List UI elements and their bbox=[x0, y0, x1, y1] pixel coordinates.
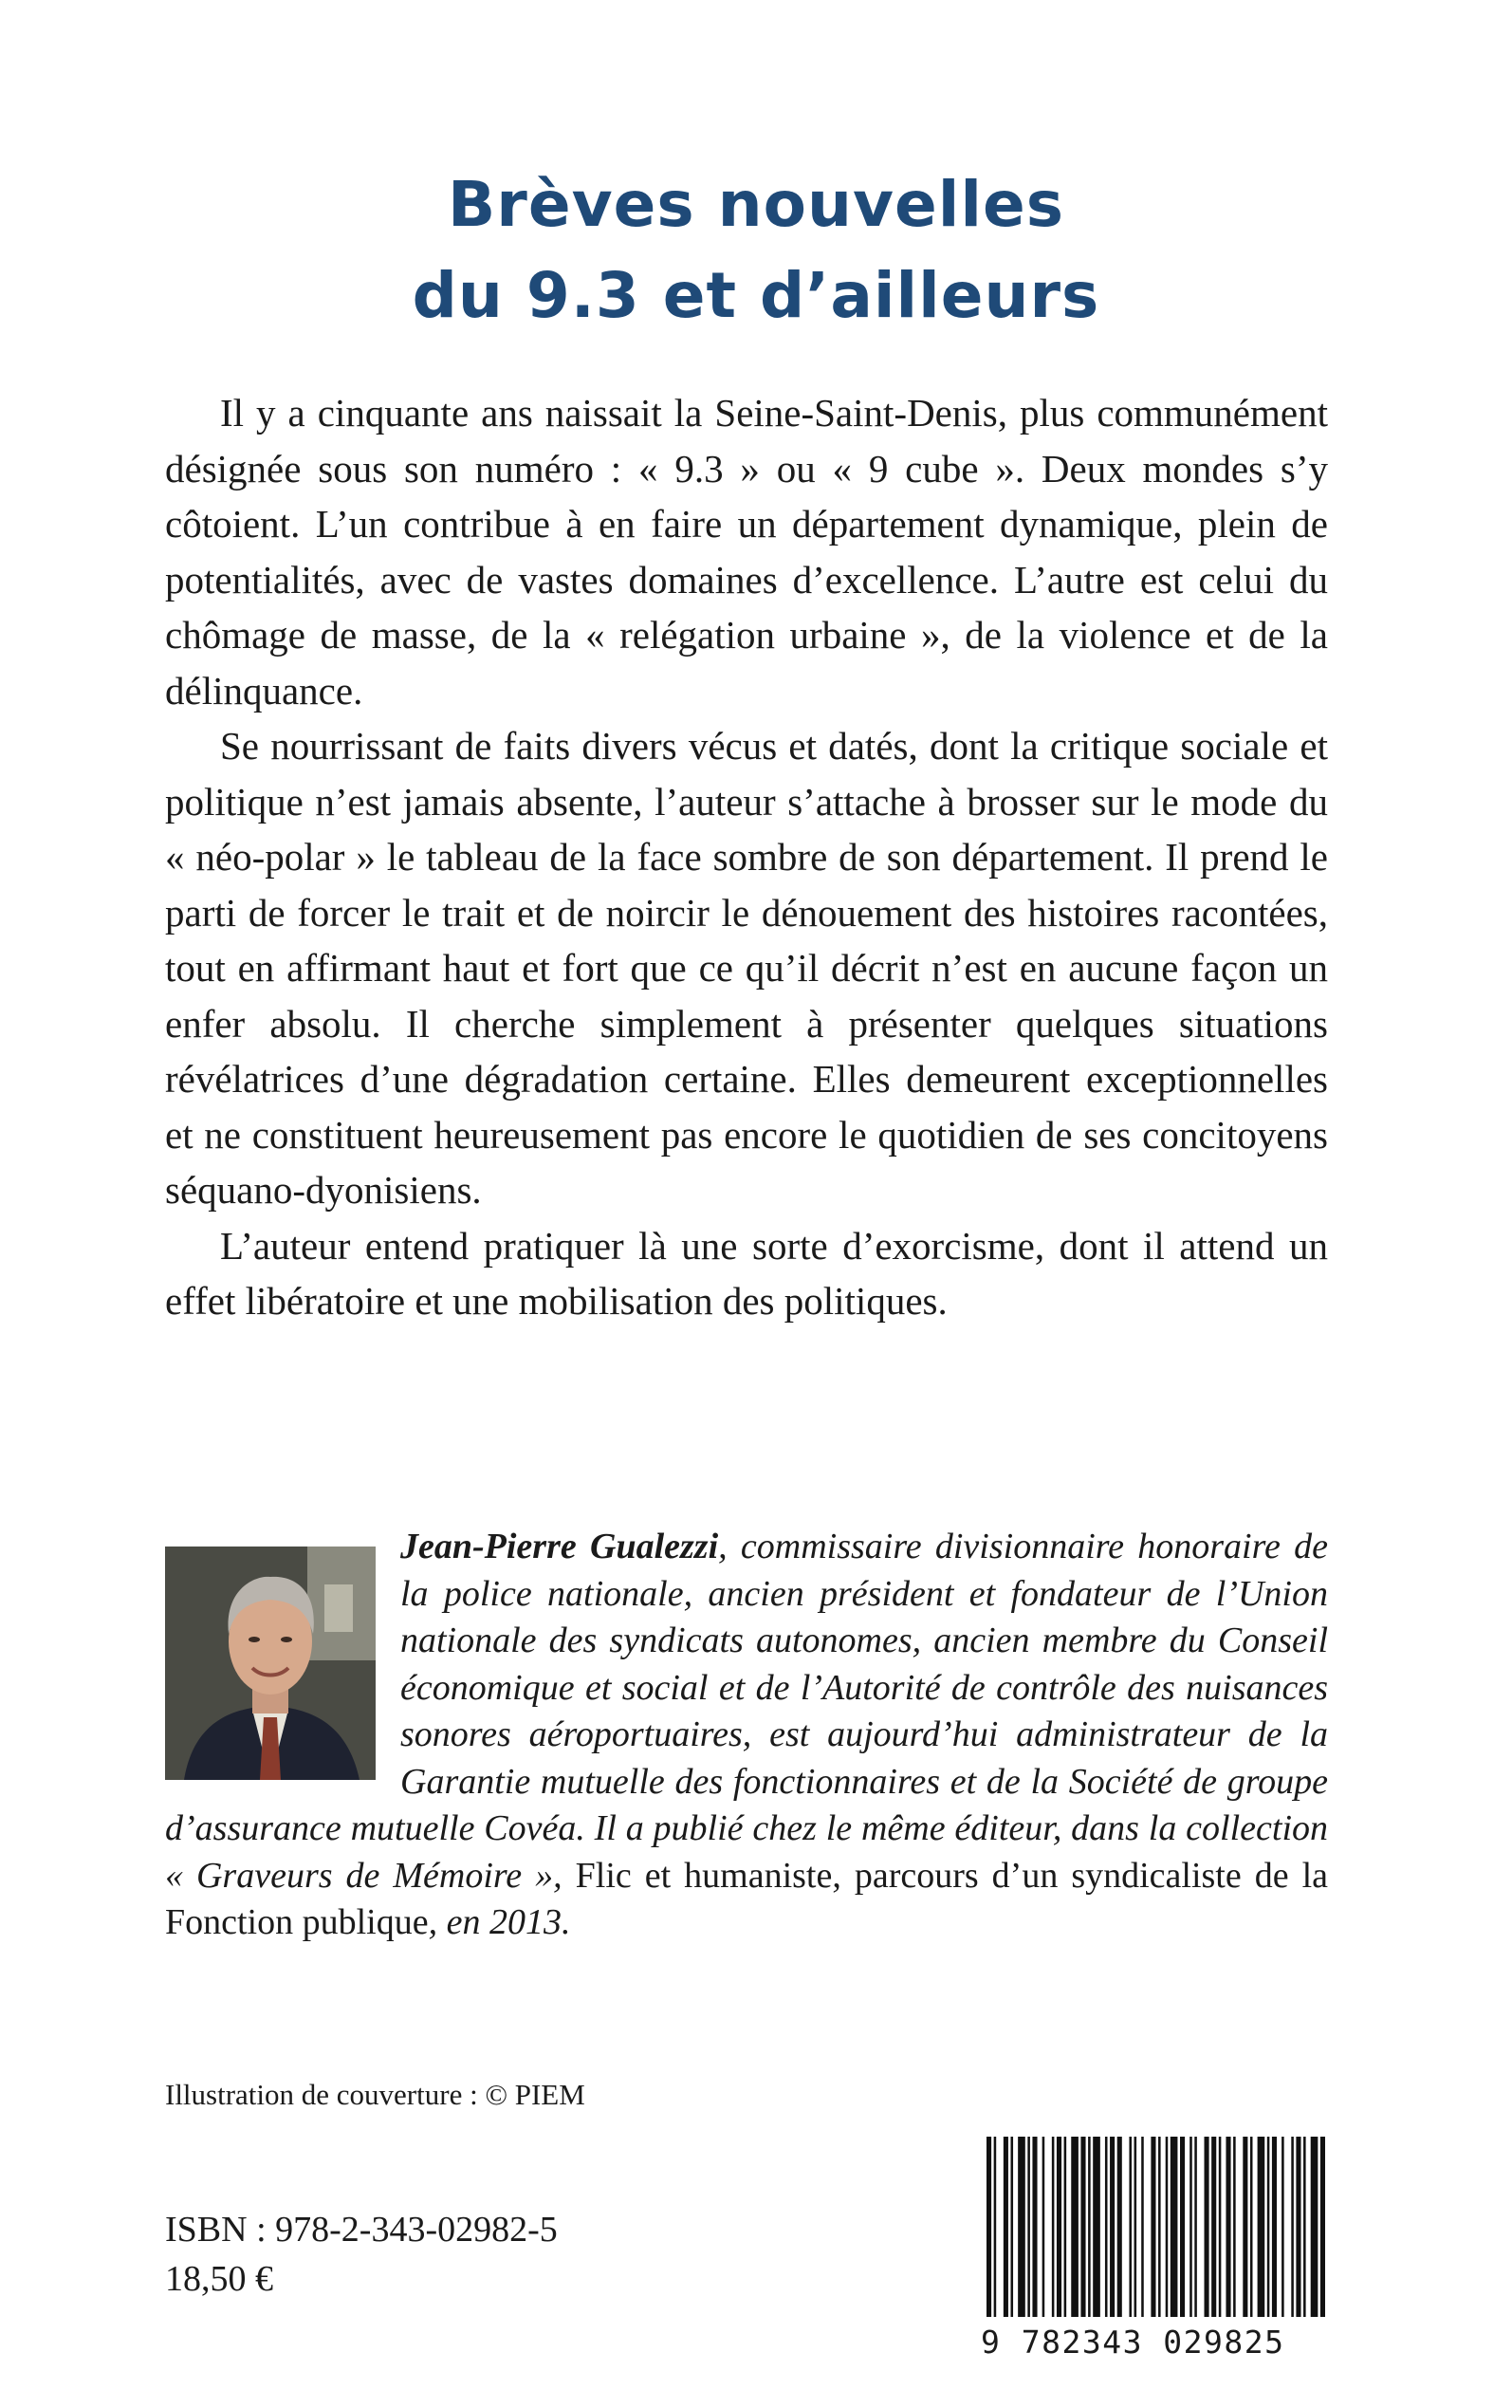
barcode-bar bbox=[1110, 2137, 1115, 2317]
barcode-bar bbox=[1205, 2137, 1209, 2317]
barcode-bar bbox=[1272, 2137, 1277, 2317]
barcode-bar bbox=[1134, 2137, 1137, 2317]
isbn-price-block bbox=[165, 2205, 558, 2304]
barcode-bar bbox=[1211, 2137, 1216, 2317]
barcode-bar bbox=[1158, 2137, 1161, 2317]
barcode-bar bbox=[1004, 2137, 1008, 2317]
blurb-paragraph-3: L’auteur entend pratiquer là une sorte d’exorcisme, dont il attend un effet libératoire et une mobilisation des politiques. bbox=[165, 1223, 1328, 1323]
barcode-bar bbox=[1291, 2137, 1294, 2317]
barcode-bar bbox=[1088, 2137, 1091, 2317]
barcode-bar bbox=[1064, 2137, 1067, 2317]
barcode-bar bbox=[1042, 2137, 1045, 2317]
barcode-bar bbox=[1093, 2137, 1100, 2317]
barcode-bar bbox=[1180, 2137, 1185, 2317]
cover-illustration-credit: Illustration de couverture : © PIEM bbox=[165, 2078, 585, 2111]
barcode-bar bbox=[1057, 2137, 1061, 2317]
barcode-bar bbox=[1071, 2137, 1079, 2317]
barcode-bar bbox=[1243, 2137, 1247, 2317]
barcode-bar bbox=[1129, 2137, 1132, 2317]
bio-text-end: , en 2013. bbox=[428, 1902, 571, 1942]
author-biography bbox=[165, 1524, 1328, 1947]
barcode-bar bbox=[1189, 2137, 1192, 2317]
barcode-bar bbox=[1194, 2137, 1197, 2317]
back-cover-blurb bbox=[165, 385, 1328, 1329]
barcode bbox=[981, 2137, 1328, 2366]
barcode-bar bbox=[1141, 2137, 1144, 2317]
barcode-bar bbox=[1303, 2137, 1306, 2317]
barcode-bar bbox=[1226, 2137, 1230, 2317]
barcode-bar bbox=[1233, 2137, 1236, 2317]
barcode-bar bbox=[1117, 2137, 1122, 2317]
barcode-digits: 9 782343 029825 bbox=[981, 2324, 1285, 2361]
barcode-bar bbox=[1018, 2137, 1025, 2317]
barcode-bar bbox=[1282, 2137, 1284, 2317]
blurb-paragraph-2: Se nourrissant de faits divers vécus et datés, dont la critique sociale et politique n’est jamais absente, l’auteur s’attache à brosser sur le mode du « néo-polar » le tableau de la face sombre de son département. Il prend le parti de forcer le trait et de noircir le dénouement des histoires racontées, tout en affirmant haut et fort que ce qu’il décrit n’est en aucune façon un enfer absolu. Il cherche simplement à présenter quelques situations révélatrices d’une dégradation certaine. Elles demeurent exceptionnelles et ne constituent heureusement pas encore le quotidien de ses concitoyens séquano-dyonisiens. bbox=[165, 724, 1328, 1212]
barcode-bar bbox=[1052, 2137, 1055, 2317]
barcode-bar bbox=[1032, 2137, 1037, 2317]
barcode-bar bbox=[1311, 2137, 1318, 2317]
blurb-paragraph-1: Il y a cinquante ans naissait la Seine-Saint-Denis, plus communément désignée sous son numéro : « 9.3 » ou « 9 cube ». Deux mondes s’y côtoient. L’un contribue à en faire un département dynamique, plein de potentialités, avec de vastes domaines d’excellence. L’autre est celui du chômage de masse, de la « relégation urbaine », de la violence et de la délinquance. bbox=[165, 391, 1328, 713]
barcode-bar bbox=[1011, 2137, 1014, 2317]
barcode-bars bbox=[981, 2137, 1328, 2317]
title-line-1: Brèves nouvelles bbox=[447, 168, 1065, 241]
barcode-bar bbox=[1320, 2137, 1325, 2317]
bio-text: , commissaire divisionnaire honoraire de la police nationale, ancien président et fondateur de l’Union nationale des syndicats autonomes, ancien membre du Conseil économique et social et de l’Autorité de contrôle des nuisances sonores aéroportuaires, est aujourd’hui administrateur de la Garantie mutuelle des fonctionnaires et de la Société de groupe d’assurance mutuelle Covéa. Il a publié chez le même éditeur, dans la collection « Graveurs de Mémoire », bbox=[165, 1527, 1328, 1896]
barcode-bar bbox=[1171, 2137, 1178, 2317]
barcode-bar bbox=[1027, 2137, 1030, 2317]
barcode-bar bbox=[1151, 2137, 1155, 2317]
barcode-bar bbox=[986, 2137, 991, 2317]
barcode-bar bbox=[1166, 2137, 1169, 2317]
title-line-2: du 9.3 et d’ailleurs bbox=[412, 259, 1100, 332]
previous-book-title: Flic et humaniste, parcours d’un syndicaliste de la Fonction publique bbox=[165, 1855, 1328, 1942]
isbn: ISBN : 978-2-343-02982-5 bbox=[165, 2210, 558, 2250]
book-title bbox=[0, 159, 1512, 342]
barcode-bar bbox=[1267, 2137, 1270, 2317]
author-name: Jean-Pierre Gualezzi bbox=[400, 1527, 719, 1566]
barcode-bar bbox=[1219, 2137, 1222, 2317]
barcode-bar bbox=[1105, 2137, 1108, 2317]
barcode-bar bbox=[1258, 2137, 1265, 2317]
price: 18,50 € bbox=[165, 2259, 273, 2299]
barcode-bar bbox=[1296, 2137, 1300, 2317]
barcode-bar bbox=[1250, 2137, 1253, 2317]
barcode-bar bbox=[1080, 2137, 1085, 2317]
barcode-bar bbox=[994, 2137, 997, 2317]
